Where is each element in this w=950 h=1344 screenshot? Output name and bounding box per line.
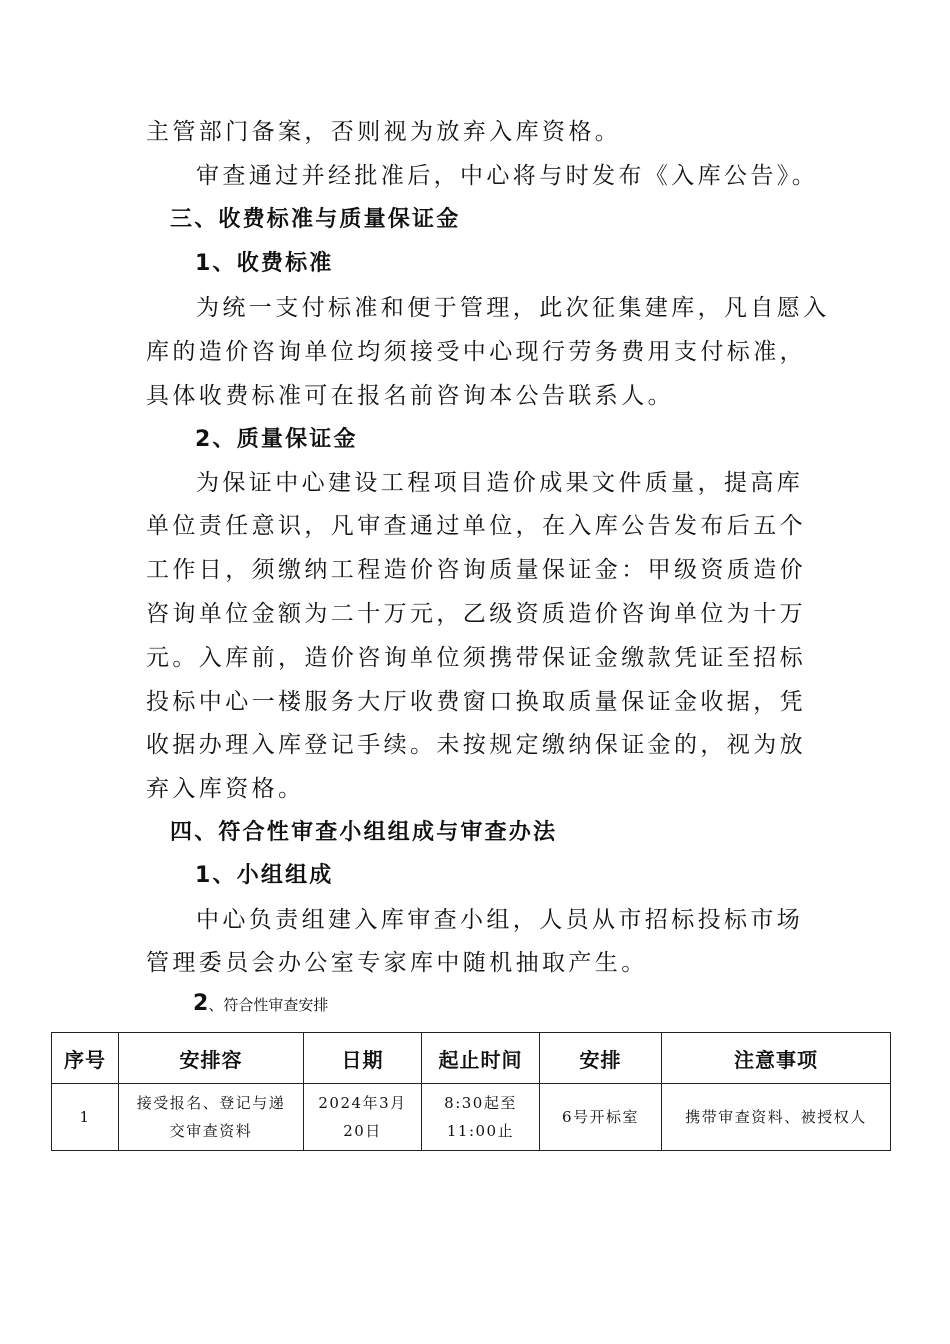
header-cell: 注意事项 — [662, 1033, 891, 1084]
header-cell: 起止时间 — [422, 1033, 540, 1084]
cell-date — [304, 1084, 422, 1151]
paragraph-line: 元。入库前，造价咨询单位须携带保证金缴款凭证至招标 — [146, 645, 806, 671]
paragraph-line: 管理委员会办公室专家库中随机抽取产生。 — [146, 950, 648, 976]
paragraph-line: 弃入库资格。 — [146, 776, 305, 802]
cell-number: 1 — [52, 1084, 119, 1151]
subheading-fee-standard: 1、收费标准 — [195, 251, 334, 276]
table-header-row — [52, 1033, 891, 1084]
paragraph-line: 为保证中心建设工程项目造价成果文件质量，提高库 — [196, 470, 804, 496]
paragraph-line: 工作日，须缴纳工程造价咨询质量保证金：甲级资质造价 — [146, 557, 806, 583]
section-heading-3: 三、收费标准与质量保证金 — [170, 207, 461, 232]
table-caption — [193, 992, 328, 1017]
header-cell: 安排 — [540, 1033, 662, 1084]
paragraph-line: 咨询单位金额为二十万元，乙级资质造价咨询单位为十万 — [146, 601, 806, 627]
schedule-table — [51, 1032, 891, 1151]
section-heading-4: 四、符合性审查小组组成与审查办法 — [170, 820, 558, 845]
subheading-quality-deposit: 2、质量保证金 — [195, 427, 358, 452]
header-cell: 安排容 — [119, 1033, 304, 1084]
paragraph-line: 投标中心一楼服务大厅收费窗口换取质量保证金收据，凭 — [146, 689, 806, 715]
paragraph-line: 收据办理入库登记手续。未按规定缴纳保证金的，视为放 — [146, 732, 806, 758]
paragraph-line: 单位责任意识，凡审查通过单位，在入库公告发布后五个 — [146, 513, 806, 539]
paragraph-line: 中心负责组建入库审查小组，人员从市招标投标市场 — [196, 907, 804, 933]
cell-date-text: 2024年3月20日 — [318, 1094, 407, 1140]
table-row — [52, 1084, 891, 1151]
cell-notes: 携带审查资料、被授权人 — [662, 1084, 891, 1151]
caption-number: 2 — [193, 991, 209, 1016]
cell-time-text: 8:30起至11:00止 — [444, 1094, 517, 1140]
header-cell: 日期 — [304, 1033, 422, 1084]
cell-time — [422, 1084, 540, 1151]
paragraph-line: 库的造价咨询单位均须接受中心现行劳务费用支付标准， — [146, 339, 806, 365]
paragraph-line: 为统一支付标准和便于管理，此次征集建库，凡自愿入 — [196, 295, 830, 321]
header-cell: 序号 — [52, 1033, 119, 1084]
paragraph-line: 主管部门备案，否则视为放弃入库资格。 — [146, 119, 622, 145]
caption-text: 、符合性审查安排 — [208, 996, 329, 1014]
cell-place: 6号开标室 — [540, 1084, 662, 1151]
paragraph-line: 审查通过并经批准后，中心将与时发布《入库公告》。 — [196, 163, 819, 189]
subheading-group-composition: 1、小组组成 — [195, 863, 334, 888]
cell-task-text: 接受报名、登记与递交审查资料 — [136, 1094, 286, 1140]
paragraph-line: 具体收费标准可在报名前咨询本公告联系人。 — [146, 383, 674, 409]
cell-task — [119, 1084, 304, 1151]
